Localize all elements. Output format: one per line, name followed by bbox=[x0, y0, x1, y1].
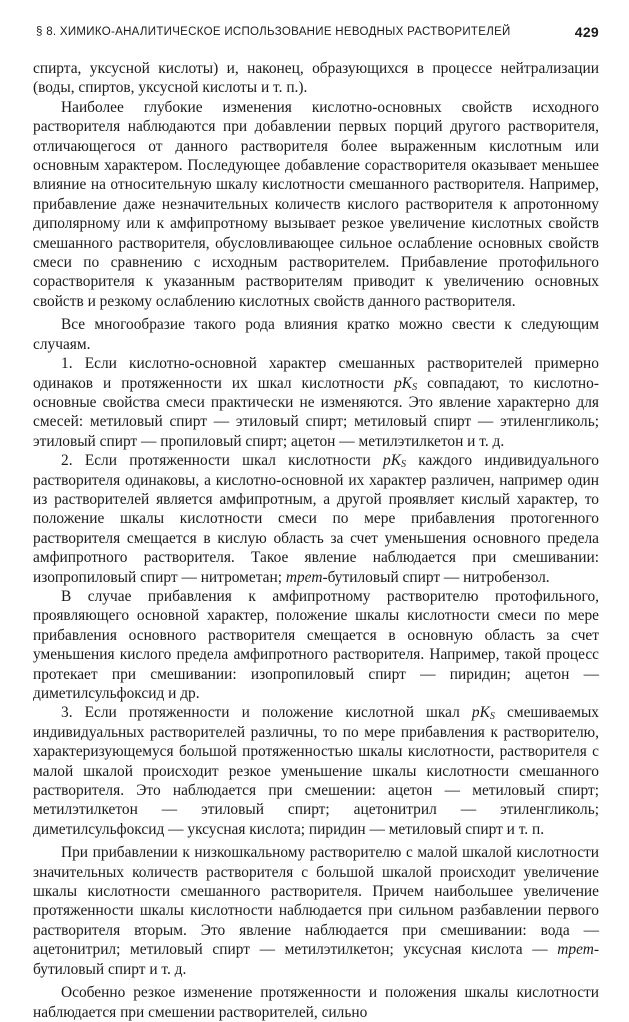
paragraph-continuation: спирта, уксусной кислоты) и, наконец, образующихся в процессе нейтрализации (воды, спиртов, уксусной кислоты и т. п.). bbox=[33, 60, 599, 97]
paragraph-cases-intro: Все многообразие такого рода влияния кратко можно свести к следующим случаям. bbox=[33, 316, 599, 353]
section-title: § 8. ХИМИКО-АНАЛИТИЧЕСКОЕ ИСПОЛЬЗОВАНИЕ НЕВОДНЫХ РАСТВОРИТЕЛЕЙ bbox=[36, 26, 511, 38]
paragraph-protophilic-addition: В случае прибавления к амфипротному растворителю протофильного, проявляющего основной характер, положение шкалы кислотности смеси по мере прибавления основного растворителя смещается в основную область за счет уменьшения кислого предела амфипротного растворителя. Например, такой процесс протекает при смешивании: изопропиловый спирт — пиридин; ацетон — диметилсульфоксид и др. bbox=[33, 587, 599, 702]
pks-symbol: $pK_S$ bbox=[383, 452, 406, 471]
running-header bbox=[36, 26, 599, 44]
paragraph-case-3: 3. Если протяженности и положение кислотной шкал $pK_S$ смешиваемых индивидуальных растворителей различны, то по мере прибавления к растворителю, характеризующемуся большой протяженностью шкалы кислотности, растворителя с малой шкалой происходит резкое уменьшение шкалы кислотности смешанного растворителя. Это наблюдается при смешении: ацетон — метиловый спирт; метилэтилкетон — этиловый спирт; ацетонитрил — этиленгликоль; диметилсульфоксид — уксусная кислота; пиридин — метиловый спирт и т. п. bbox=[33, 704, 599, 838]
paragraph-low-scale-addition: При прибавлении к низкошкальному растворителю с малой шкалой кислотности значительных количеств растворителя с большой шкалой происходит увеличение шкалы кислотности смешанного растворителя. Причем наибольшее увеличение протяженности шкалы кислотности наблюдается при сильном разбавлении первого растворителя вторым. Это явление наблюдается при смешивании: вода — ацетонитрил; метиловый спирт — метилэтилкетон; уксусная кислота — трет-бутиловый спирт и т. д. bbox=[33, 844, 599, 978]
paragraph-case-2: 2. Если протяженности шкал кислотности $pK_S$ каждого индивидуального растворителя одинаковы, а кислотно-основной их характер различен, например один из растворителей является амфипротным, а другой проявляет кислый характер, то положение шкалы кислотности смеси по мере прибавления протогенного растворителя смещается в кислую область за счет уменьшения основного предела амфипротного растворителя. Такое явление наблюдается при смешивании: изопропиловый спирт — нитрометан; трет-бутиловый спирт — нитробензол. bbox=[33, 452, 599, 586]
paragraph-final: Особенно резкое изменение протяженности и положения шкалы кислотности наблюдается при смешении растворителей, сильно bbox=[33, 984, 599, 1021]
page-body bbox=[33, 59, 599, 1022]
paragraph-solvent-changes: Наиболее глубокие изменения кислотно-основных свойств исходного растворителя наблюдаются при добавлении первых порций другого растворителя, отличающегося от данного растворителя более выраженным кислотным или основным характером. Последующее добавление сорастворителя оказывает меньшее влияние на относительную шкалу кислотности смешанного растворителя. Например, прибавление даже незначительных количеств кислого растворителя к апротонному диполярному или к амфипротному вызывает резкое увеличение кислотных свойств смешанного растворителя, обусловливающее сильное ослабление основных свойств смеси по сравнению с исходным растворителем. Прибавление протофильного сорастворителя к указанным растворителям приводит к увеличению основных свойств и резкому ослаблению кислотных свойств данного растворителя. bbox=[33, 98, 599, 310]
pks-symbol: $pK_S$ bbox=[394, 374, 418, 393]
paragraph-case-1: 1. Если кислотно-основной характер смешанных растворителей примерно одинаков и протяженности их шкал кислотности $pK_S$ совпадают, то кислотно-основные свойства смеси практически не изменяются. Это явление характерно для смесей: метиловый спирт — этиловый спирт; метиловый спирт — этиленгликоль; этиловый спирт — пропиловый спирт; ацетон — метилэтилкетон и т. д. bbox=[33, 355, 599, 450]
pks-symbol: $pK_S$ bbox=[471, 704, 495, 723]
page-number: 429 bbox=[574, 24, 599, 40]
